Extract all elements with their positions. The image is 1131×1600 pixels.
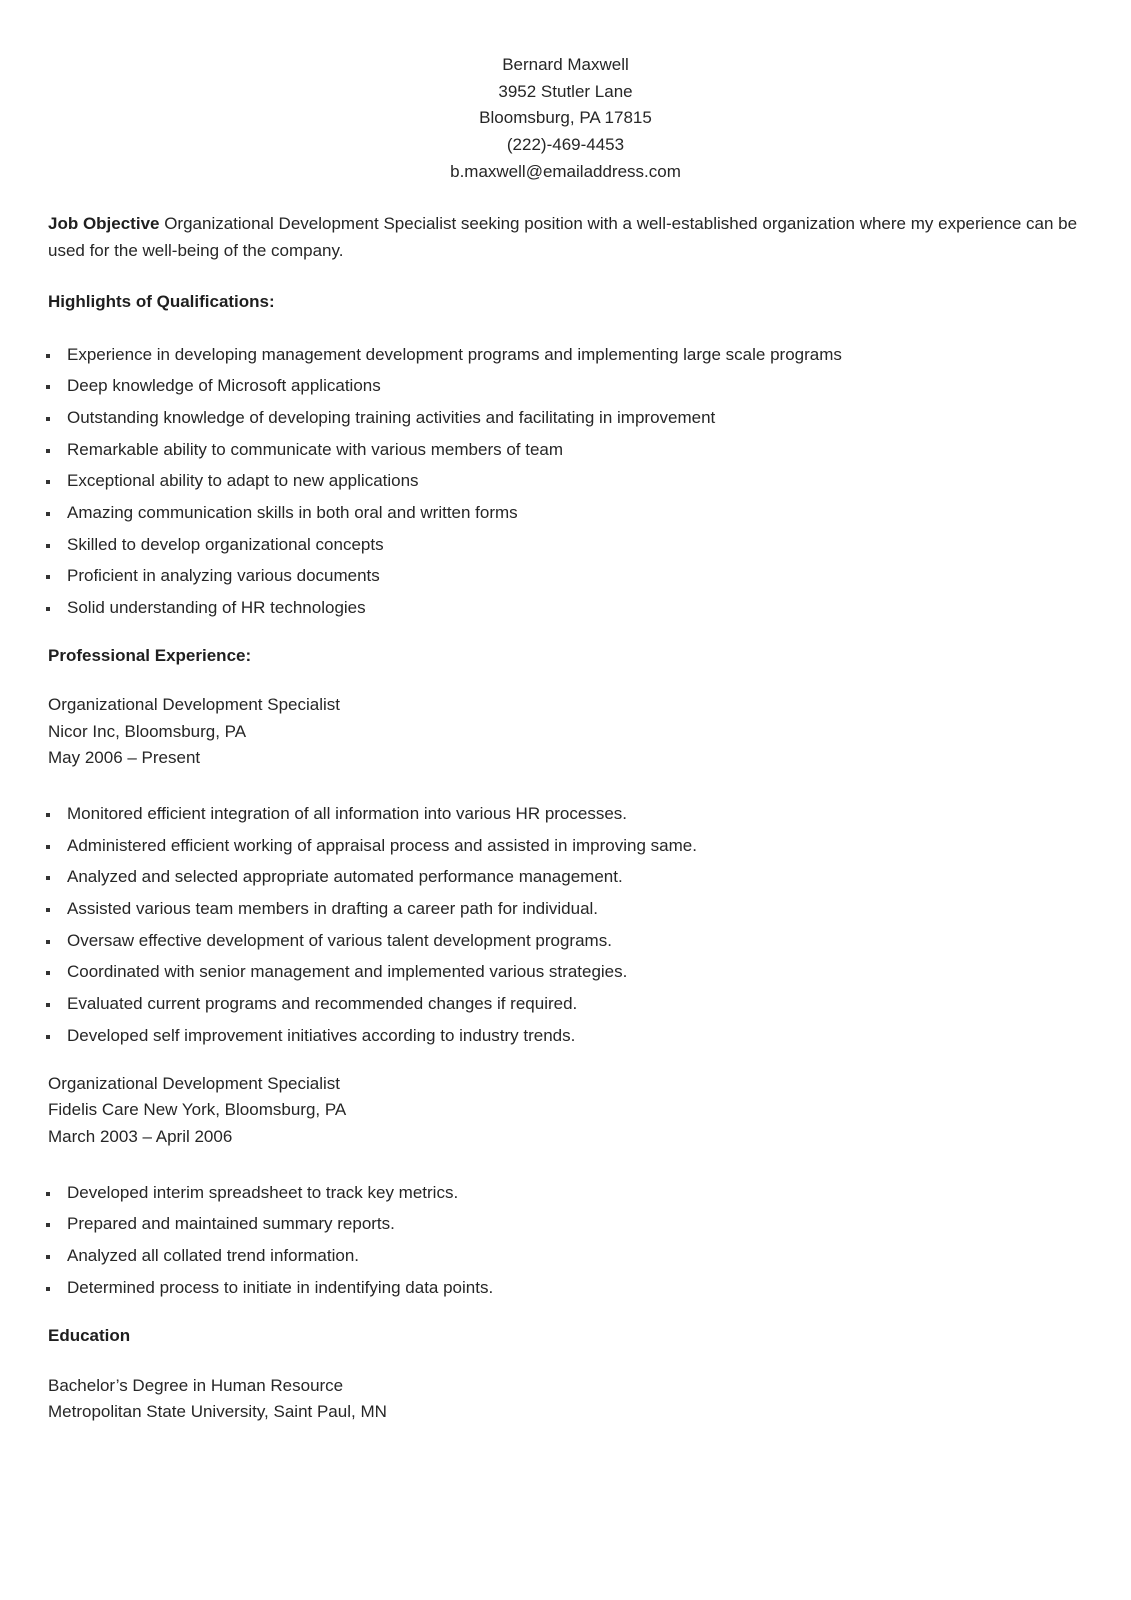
job-company: Fidelis Care New York, Bloomsburg, PA: [48, 1100, 347, 1120]
job-company: Nicor Inc, Bloomsburg, PA: [48, 721, 247, 741]
list-item: Administered efficient working of appraisal process and assisted in improving same.: [48, 830, 1098, 862]
list-item: Exceptional ability to adapt to new applications: [48, 465, 1098, 497]
job-objective-label: Job Objective: [48, 213, 160, 233]
job-title: Organizational Development Specialist: [48, 1073, 340, 1093]
list-item: Remarkable ability to communicate with various members of team: [48, 434, 1098, 466]
list-item: Amazing communication skills in both oral and written forms: [48, 497, 1098, 529]
job-entry: [48, 1071, 1098, 1151]
list-item: Developed self improvement initiatives according to industry trends.: [48, 1020, 1098, 1052]
degree: Bachelor’s Degree in Human Resource: [48, 1375, 344, 1395]
education-heading: Education: [48, 1325, 131, 1345]
list-item: Deep knowledge of Microsoft applications: [48, 370, 1098, 402]
candidate-name: Bernard Maxwell: [502, 55, 629, 74]
list-item: Coordinated with senior management and implemented various strategies.: [48, 956, 1098, 988]
school: Metropolitan State University, Saint Paul, MN: [48, 1402, 387, 1422]
street-address: 3952 Stutler Lane: [498, 81, 633, 101]
list-item: Evaluated current programs and recommended changes if required.: [48, 988, 1098, 1020]
list-item: Outstanding knowledge of developing training activities and facilitating in improvement: [48, 402, 1098, 434]
job-duties-list: [48, 1177, 1098, 1304]
qualifications-list: [48, 339, 1098, 624]
list-item: Skilled to develop organizational concepts: [48, 529, 1098, 561]
qualifications-heading: Highlights of Qualifications:: [48, 291, 275, 311]
list-item: Monitored efficient integration of all information into various HR processes.: [48, 798, 1098, 830]
list-item: Solid understanding of HR technologies: [48, 592, 1098, 624]
job-title: Organizational Development Specialist: [48, 694, 340, 714]
email-address: b.maxwell@emailaddress.com: [450, 161, 681, 181]
city-state-zip: Bloomsburg, PA 17815: [479, 108, 652, 128]
list-item: Determined process to initiate in indentifying data points.: [48, 1272, 1098, 1304]
job-duties-list: [48, 798, 1098, 1052]
resume-page: [48, 0, 1098, 1426]
contact-header: [48, 52, 1083, 186]
list-item: Developed interim spreadsheet to track key metrics.: [48, 1177, 1098, 1209]
list-item: Experience in developing management development programs and implementing large scale programs: [48, 339, 1098, 371]
job-dates: March 2003 – April 2006: [48, 1126, 233, 1146]
list-item: Analyzed and selected appropriate automated performance management.: [48, 861, 1098, 893]
list-item: Proficient in analyzing various documents: [48, 560, 1098, 592]
list-item: Analyzed all collated trend information.: [48, 1240, 1098, 1272]
list-item: Oversaw effective development of various talent development programs.: [48, 925, 1098, 957]
phone-number: (222)-469-4453: [506, 135, 625, 155]
job-objective: [48, 210, 1098, 264]
job-entry: [48, 692, 1098, 772]
list-item: Assisted various team members in drafting a career path for individual.: [48, 893, 1098, 925]
experience-heading: Professional Experience:: [48, 645, 252, 665]
job-dates: May 2006 – Present: [48, 748, 201, 768]
education-entry: [48, 1373, 1098, 1426]
list-item: Prepared and maintained summary reports.: [48, 1208, 1098, 1240]
job-objective-text: Organizational Development Specialist seeking position with a well-established organization where my experience can be used for the well-being of the company.: [48, 213, 1078, 260]
